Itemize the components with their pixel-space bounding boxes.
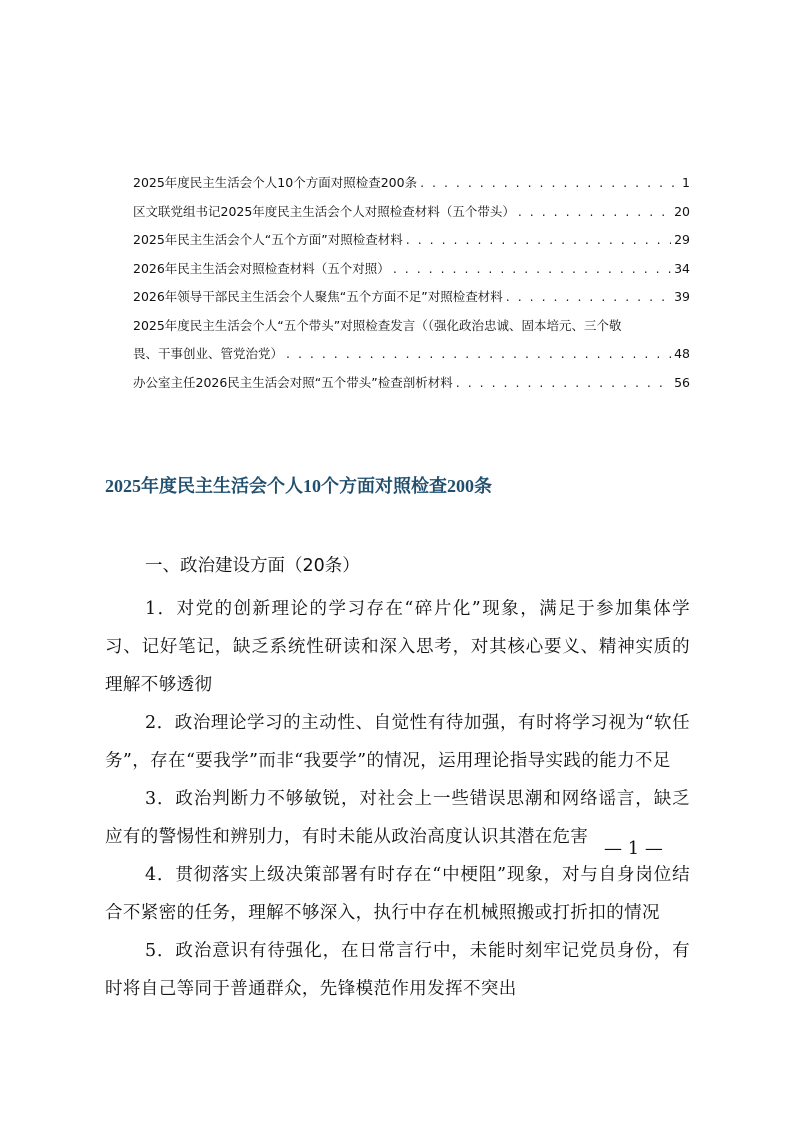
toc-entry-title: 区文联党组书记2025年度民主生活会个人对照检查材料（五个带头） (133, 203, 515, 219)
paragraph: 2．政治理论学习的主动性、自觉性有待加强，有时将学习视为“软任务”，存在“要我学”而非“我要学”的情况，运用理论指导实践的能力不足 (105, 713, 690, 771)
paragraph: 3．政治判断力不够敏锐，对社会上一些错误思潮和网络谣言，缺乏应有的警惕性和辨别力，有时未能从政治高度认识其潜在危害 (105, 789, 690, 847)
toc-entry-page: 29 (674, 232, 690, 247)
toc-leader-dots (393, 258, 671, 280)
toc-leader-dots (506, 286, 671, 308)
toc-entry-page: 56 (674, 374, 690, 390)
toc-leader-dots (518, 201, 671, 223)
toc-entry-title: 2026年领导干部民主生活会个人聚焦“五个方面不足”对照检查材料 (133, 289, 503, 304)
document-body (105, 590, 690, 1008)
toc-leader-dots (456, 372, 671, 394)
toc-entry[interactable] (133, 172, 690, 201)
toc-entry-page: 1 (682, 175, 690, 190)
table-of-contents (133, 172, 690, 400)
toc-entry[interactable] (133, 229, 690, 258)
toc-entry[interactable] (133, 201, 690, 230)
toc-entry-line2[interactable] (133, 343, 690, 372)
toc-entry-title: 2025年民主生活会个人“五个方面”对照检查材料 (133, 232, 403, 247)
document-title: 2025年度民主生活会个人10个方面对照检查200条 (105, 476, 492, 496)
toc-leader-dots (420, 172, 679, 194)
toc-entry-title: 2025年度民主生活会个人10个方面对照检查200条 (133, 175, 418, 190)
toc-entry-page: 48 (674, 346, 690, 361)
page-number: — 1 — (604, 838, 663, 859)
toc-entry[interactable] (133, 372, 690, 401)
toc-entry-title: 2026年民主生活会对照检查材料（五个对照） (133, 260, 390, 276)
toc-entry-title: 2025年度民主生活会个人“五个带头”对照检查发言（（强化政治忠诚、固本培元、三个敬 (133, 317, 622, 333)
paragraph: 1．对党的创新理论的学习存在“碎片化”现象，满足于参加集体学习、记好笔记，缺乏系统性研读和深入思考，对其核心要义、精神实质的理解不够透彻 (105, 599, 690, 695)
toc-entry-line1[interactable] (133, 315, 690, 344)
toc-entry-page: 20 (674, 203, 690, 219)
toc-entry[interactable] (133, 258, 690, 287)
paragraph: 4．贯彻落实上级决策部署有时存在“中梗阻”现象，对与自身岗位结合不紧密的任务，理解不够深入，执行中存在机械照搬或打折扣的情况 (105, 865, 690, 923)
toc-entry-title: 办公室主任2026民主生活会对照“五个带头”检查剖析材料 (133, 374, 453, 390)
toc-leader-dots (406, 229, 671, 251)
toc-entry-page: 39 (674, 289, 690, 304)
toc-entry[interactable] (133, 286, 690, 315)
toc-entry-title-cont: 畏、干事创业、管党治党） (133, 346, 284, 361)
section-heading: 一、政治建设方面（20条） (145, 556, 360, 576)
toc-leader-dots (286, 343, 671, 365)
paragraph: 5．政治意识有待强化，在日常言行中，未能时刻牢记党员身份，有时将自己等同于普通群众，先锋模范作用发挥不突出 (105, 941, 690, 999)
toc-entry-page: 34 (674, 260, 690, 276)
